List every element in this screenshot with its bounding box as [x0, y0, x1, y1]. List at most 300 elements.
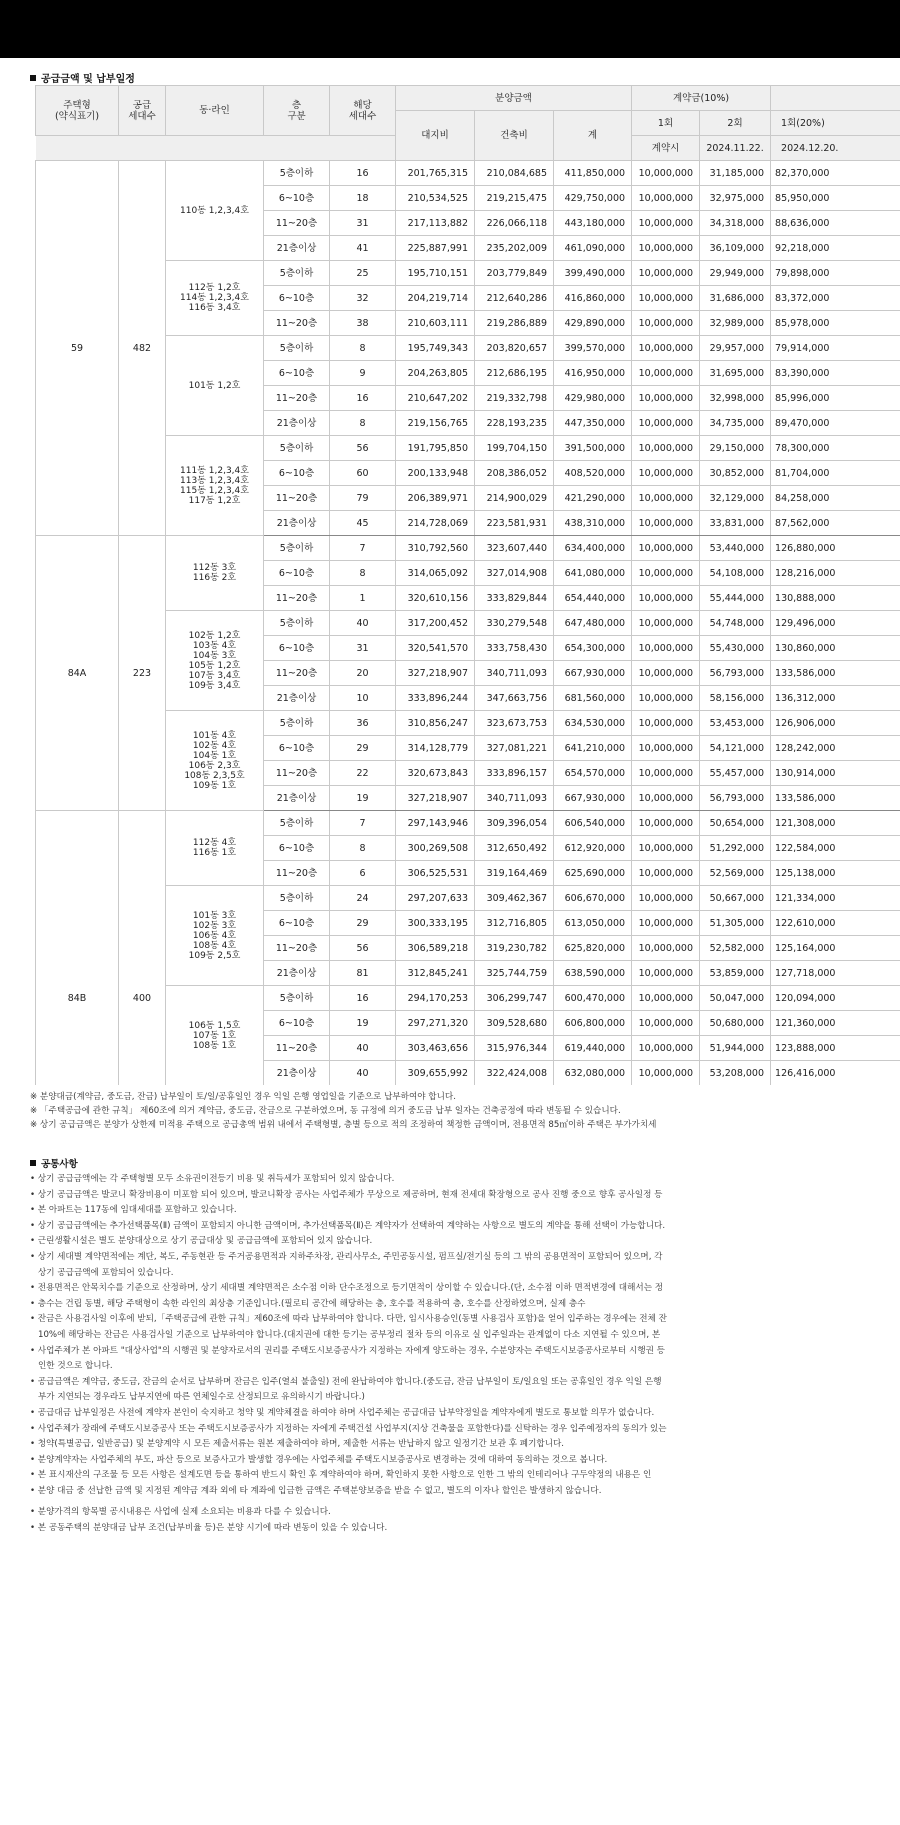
bullet-item: • 공급대금 납부일정은 사전에 계약자 본인이 숙지하고 청약 및 계약체결을 하여야 하며 사업주체는 공급대금 납부약정일을 계약자에게 별도로 통보할 의무가 없습니다. — [30, 1407, 655, 1418]
total-cell: 447,350,000 — [554, 411, 632, 436]
land-cell: 327,218,907 — [396, 786, 475, 811]
dong-line-cell: 101동 4호 102동 4호 104동 1호 106동 2,3호 108동 2,3,5호 109동 1호 — [166, 711, 264, 811]
deposit2-cell: 53,453,000 — [700, 711, 771, 736]
units-cell: 16 — [330, 386, 396, 411]
deposit2-cell: 53,859,000 — [700, 961, 771, 986]
deposit2-cell: 56,793,000 — [700, 786, 771, 811]
bullet-item: • 층수는 건립 동별, 해당 주택형이 속한 라인의 최상층 기준입니다.(필로티 공간에 해당하는 층, 호수를 적용하여 층, 호수를 산정하였으며, 실제 층수 — [30, 1298, 586, 1309]
deposit1-cell: 10,000,000 — [632, 361, 700, 386]
building-cell: 219,215,475 — [475, 186, 554, 211]
building-cell: 333,829,844 — [475, 586, 554, 611]
building-cell: 203,779,849 — [475, 261, 554, 286]
floor-cell: 5층이하 — [264, 711, 330, 736]
bullet-item: • 전용면적은 안목치수를 기준으로 산정하며, 상기 세대별 계약면적은 소수점 이하 단수조정으로 등기면적이 상이할 수 있습니다.(단, 소수점 이하 면적변경에 대해서는 정 — [30, 1283, 664, 1294]
deposit1-cell: 10,000,000 — [632, 836, 700, 861]
building-cell: 315,976,344 — [475, 1036, 554, 1061]
floor-cell: 6~10층 — [264, 636, 330, 661]
deposit2-cell: 50,654,000 — [700, 811, 771, 836]
building-cell: 323,673,753 — [475, 711, 554, 736]
bullet-item: • 상기 공급금액에는 추가선택품목(Ⅱ) 금액이 포함되지 아니한 금액이며, 추가선택품목(Ⅱ)은 계약자가 선택하여 계약하는 사항으로 별도의 계약을 통해 선택이 가능합니다. — [30, 1220, 666, 1231]
building-cell: 212,640,286 — [475, 286, 554, 311]
total-cell: 647,480,000 — [554, 611, 632, 636]
deposit1-cell: 10,000,000 — [632, 561, 700, 586]
building-cell: 340,711,093 — [475, 661, 554, 686]
deposit2-cell: 54,748,000 — [700, 611, 771, 636]
deposit2-cell: 33,831,000 — [700, 511, 771, 536]
table-row — [36, 611, 900, 636]
header-dep1: 1회 — [632, 111, 700, 136]
deposit2-cell: 29,949,000 — [700, 261, 771, 286]
floor-cell: 11~20층 — [264, 861, 330, 886]
land-cell: 333,896,244 — [396, 686, 475, 711]
deposit1-cell: 10,000,000 — [632, 211, 700, 236]
deposit2-cell: 32,129,000 — [700, 486, 771, 511]
units-cell: 29 — [330, 911, 396, 936]
total-cell: 399,570,000 — [554, 336, 632, 361]
floor-cell: 5층이하 — [264, 436, 330, 461]
middle1-cell: 79,914,000 — [771, 336, 900, 361]
table-row — [36, 886, 900, 911]
land-cell: 320,541,570 — [396, 636, 475, 661]
middle1-cell: 88,636,000 — [771, 211, 900, 236]
land-cell: 210,534,525 — [396, 186, 475, 211]
total-cell: 438,310,000 — [554, 511, 632, 536]
middle1-cell: 125,164,000 — [771, 936, 900, 961]
land-cell: 297,143,946 — [396, 811, 475, 836]
middle1-cell: 127,718,000 — [771, 961, 900, 986]
deposit2-cell: 52,569,000 — [700, 861, 771, 886]
land-cell: 300,269,508 — [396, 836, 475, 861]
bullet-item: • 청약(특별공급, 일반공급) 및 분양계약 시 모든 제출서류는 원본 제출하여야 하며, 제출한 서류는 반납하지 않고 일정기간 보관 후 폐기합니다. — [30, 1439, 565, 1450]
land-cell: 306,525,531 — [396, 861, 475, 886]
dong-line-cell: 106동 1,5호 107동 1호 108동 1호 — [166, 986, 264, 1086]
floor-cell: 21층이상 — [264, 411, 330, 436]
land-cell: 303,463,656 — [396, 1036, 475, 1061]
floor-cell: 5층이하 — [264, 811, 330, 836]
dong-line-cell: 110동 1,2,3,4호 — [166, 161, 264, 261]
units-cell: 16 — [330, 161, 396, 186]
total-cell: 681,560,000 — [554, 686, 632, 711]
deposit1-cell: 10,000,000 — [632, 261, 700, 286]
middle1-cell: 126,880,000 — [771, 536, 900, 561]
units-cell: 40 — [330, 1061, 396, 1086]
floor-cell: 5층이하 — [264, 336, 330, 361]
middle1-cell: 121,308,000 — [771, 811, 900, 836]
floor-cell: 5층이하 — [264, 986, 330, 1011]
floor-cell: 5층이하 — [264, 536, 330, 561]
middle1-cell: 125,138,000 — [771, 861, 900, 886]
land-cell: 300,333,195 — [396, 911, 475, 936]
households-cell: 400 — [119, 811, 166, 1086]
deposit2-cell: 36,109,000 — [700, 236, 771, 261]
households-cell: 482 — [119, 161, 166, 536]
deposit1-cell: 10,000,000 — [632, 511, 700, 536]
building-cell: 319,230,782 — [475, 936, 554, 961]
deposit1-cell: 10,000,000 — [632, 1036, 700, 1061]
bullet-item: • 근린생활시설은 별도 분양대상으로 상기 공급대상 및 공급금액에 포함되어 있지 않습니다. — [30, 1236, 373, 1247]
land-cell: 294,170,253 — [396, 986, 475, 1011]
deposit1-cell: 10,000,000 — [632, 186, 700, 211]
total-cell: 641,080,000 — [554, 561, 632, 586]
middle1-cell: 87,562,000 — [771, 511, 900, 536]
total-cell: 613,050,000 — [554, 911, 632, 936]
floor-cell: 6~10층 — [264, 286, 330, 311]
units-cell: 56 — [330, 936, 396, 961]
total-cell: 638,590,000 — [554, 961, 632, 986]
units-cell: 20 — [330, 661, 396, 686]
units-cell: 79 — [330, 486, 396, 511]
bullet-item: 상기 공급금액에 포함되어 있습니다. — [38, 1267, 174, 1278]
total-cell: 399,490,000 — [554, 261, 632, 286]
deposit1-cell: 10,000,000 — [632, 1011, 700, 1036]
deposit1-cell: 10,000,000 — [632, 811, 700, 836]
building-cell: 219,286,889 — [475, 311, 554, 336]
total-cell: 600,470,000 — [554, 986, 632, 1011]
floor-cell: 11~20층 — [264, 661, 330, 686]
building-cell: 325,744,759 — [475, 961, 554, 986]
land-cell: 317,200,452 — [396, 611, 475, 636]
bullet-item: • 본 표시재산의 구조물 등 모든 사항은 설계도면 등을 통하여 반드시 확인 후 계약하여야 하며, 확인하지 못한 사항으로 인한 그 밖의 인테리어나 구두약정의 내용은 인 — [30, 1470, 652, 1481]
building-cell: 212,686,195 — [475, 361, 554, 386]
units-cell: 16 — [330, 986, 396, 1011]
floor-cell: 11~20층 — [264, 936, 330, 961]
land-cell: 214,728,069 — [396, 511, 475, 536]
total-cell: 667,930,000 — [554, 661, 632, 686]
bullet-item: • 잔금은 사용검사일 이후에 받되,「주택공급에 관한 규칙」제60조에 따라 납부하여야 합니다. 다만, 임시사용승인(동별 사용검사 포함)을 얻어 입주하는 경우에는 전체 잔 — [30, 1314, 667, 1325]
dong-line-cell: 102동 1,2호 103동 4호 104동 3호 105동 1,2호 107동 3,4호 109동 3,4호 — [166, 611, 264, 711]
units-cell: 31 — [330, 636, 396, 661]
header-deposit: 계약금(10%) — [632, 86, 771, 111]
total-cell: 625,820,000 — [554, 936, 632, 961]
deposit1-cell: 10,000,000 — [632, 961, 700, 986]
middle1-cell: 89,470,000 — [771, 411, 900, 436]
deposit1-cell: 10,000,000 — [632, 486, 700, 511]
building-cell: 330,279,548 — [475, 611, 554, 636]
deposit2-cell: 34,318,000 — [700, 211, 771, 236]
deposit2-cell: 53,208,000 — [700, 1061, 771, 1086]
deposit2-cell: 31,686,000 — [700, 286, 771, 311]
floor-cell: 5층이하 — [264, 886, 330, 911]
building-cell: 214,900,029 — [475, 486, 554, 511]
header-dep2-sub: 2024.11.22. — [700, 136, 771, 161]
deposit1-cell: 10,000,000 — [632, 786, 700, 811]
building-cell: 219,332,798 — [475, 386, 554, 411]
deposit2-cell: 29,957,000 — [700, 336, 771, 361]
land-cell: 314,128,779 — [396, 736, 475, 761]
header-floor: 층 구분 — [264, 86, 330, 136]
price-table-container — [35, 85, 900, 1085]
header-middle — [771, 86, 900, 111]
deposit1-cell: 10,000,000 — [632, 436, 700, 461]
note-line: ※ 분양대금(계약금, 중도금, 잔금) 납부일이 토/일/공휴일인 경우 익일 은행 영업일을 기준으로 납부하여야 합니다. — [30, 1092, 456, 1102]
deposit1-cell: 10,000,000 — [632, 586, 700, 611]
deposit1-cell: 10,000,000 — [632, 711, 700, 736]
total-cell: 667,930,000 — [554, 786, 632, 811]
units-cell: 9 — [330, 361, 396, 386]
units-cell: 22 — [330, 761, 396, 786]
floor-cell: 6~10층 — [264, 911, 330, 936]
deposit2-cell: 53,440,000 — [700, 536, 771, 561]
units-cell: 40 — [330, 1036, 396, 1061]
deposit2-cell: 52,582,000 — [700, 936, 771, 961]
bullet-item: • 분양 대금 중 선납한 금액 및 지정된 계약금 계좌 외에 타 계좌에 입금한 금액은 주택분양보증을 받을 수 없고, 별도의 이자나 할인은 발생하지 않습니다. — [30, 1485, 602, 1496]
table-row — [36, 261, 900, 286]
floor-cell: 6~10층 — [264, 1011, 330, 1036]
header-mid1: 1회(20%) — [771, 111, 900, 136]
bullet-item: • 분양계약자는 사업주체의 부도, 파산 등으로 보증사고가 발생할 경우에는 사업주체를 주택도시보증공사로 변경하는 것에 대하여 동의하는 것으로 봅니다. — [30, 1454, 608, 1465]
total-cell: 625,690,000 — [554, 861, 632, 886]
total-cell: 429,980,000 — [554, 386, 632, 411]
bullet-item: • 본 아파트는 117동에 임대세대를 포함하고 있습니다. — [30, 1205, 237, 1216]
land-cell: 195,710,151 — [396, 261, 475, 286]
units-cell: 56 — [330, 436, 396, 461]
bullet-item: • 사업주체가 본 아파트 "대상사업"의 시행권 및 분양자로서의 권리를 주택도시보증공사가 지정하는 자에게 양도하는 경우, 수분양자는 주택도시보증공사로부터 시행권 등 — [30, 1345, 665, 1356]
total-cell: 391,500,000 — [554, 436, 632, 461]
middle1-cell: 81,704,000 — [771, 461, 900, 486]
deposit1-cell: 10,000,000 — [632, 311, 700, 336]
units-cell: 81 — [330, 961, 396, 986]
bullet-item: 인한 것으로 합니다. — [38, 1361, 113, 1372]
header-type: 주택형 (약식표기) — [36, 86, 119, 136]
floor-cell: 6~10층 — [264, 361, 330, 386]
floor-cell: 6~10층 — [264, 561, 330, 586]
price-table-body — [36, 161, 900, 1086]
deposit1-cell: 10,000,000 — [632, 861, 700, 886]
total-cell: 606,800,000 — [554, 1011, 632, 1036]
units-cell: 31 — [330, 211, 396, 236]
total-cell: 654,440,000 — [554, 586, 632, 611]
middle1-cell: 85,978,000 — [771, 311, 900, 336]
building-cell: 235,202,009 — [475, 236, 554, 261]
middle1-cell: 79,898,000 — [771, 261, 900, 286]
middle1-cell: 82,370,000 — [771, 161, 900, 186]
deposit1-cell: 10,000,000 — [632, 236, 700, 261]
units-cell: 40 — [330, 611, 396, 636]
total-cell: 619,440,000 — [554, 1036, 632, 1061]
deposit1-cell: 10,000,000 — [632, 286, 700, 311]
floor-cell: 6~10층 — [264, 461, 330, 486]
middle1-cell: 121,360,000 — [771, 1011, 900, 1036]
land-cell: 314,065,092 — [396, 561, 475, 586]
dong-line-cell: 112동 1,2호 114동 1,2,3,4호 116동 3,4호 — [166, 261, 264, 336]
middle1-cell: 128,242,000 — [771, 736, 900, 761]
middle1-cell: 83,390,000 — [771, 361, 900, 386]
total-cell: 421,290,000 — [554, 486, 632, 511]
land-cell: 195,749,343 — [396, 336, 475, 361]
building-cell: 226,066,118 — [475, 211, 554, 236]
units-cell: 8 — [330, 336, 396, 361]
building-cell: 319,164,469 — [475, 861, 554, 886]
middle1-cell: 126,906,000 — [771, 711, 900, 736]
type-cell: 84A — [36, 536, 119, 811]
table-row — [36, 161, 900, 186]
middle1-cell: 120,094,000 — [771, 986, 900, 1011]
table-row — [36, 436, 900, 461]
total-cell: 429,890,000 — [554, 311, 632, 336]
households-cell: 223 — [119, 536, 166, 811]
land-cell: 310,792,560 — [396, 536, 475, 561]
land-cell: 191,795,850 — [396, 436, 475, 461]
floor-cell: 11~20층 — [264, 1036, 330, 1061]
building-cell: 223,581,931 — [475, 511, 554, 536]
floor-cell: 11~20층 — [264, 586, 330, 611]
total-cell: 634,400,000 — [554, 536, 632, 561]
units-cell: 38 — [330, 311, 396, 336]
floor-cell: 11~20층 — [264, 386, 330, 411]
header-land: 대지비 — [396, 111, 475, 161]
floor-cell: 11~20층 — [264, 486, 330, 511]
building-cell: 309,528,680 — [475, 1011, 554, 1036]
header-units: 해당 세대수 — [330, 86, 396, 136]
deposit2-cell: 31,695,000 — [700, 361, 771, 386]
deposit1-cell: 10,000,000 — [632, 936, 700, 961]
deposit2-cell: 32,998,000 — [700, 386, 771, 411]
deposit2-cell: 51,944,000 — [700, 1036, 771, 1061]
middle1-cell: 128,216,000 — [771, 561, 900, 586]
total-cell: 654,570,000 — [554, 761, 632, 786]
deposit2-cell: 54,108,000 — [700, 561, 771, 586]
land-cell: 204,263,805 — [396, 361, 475, 386]
deposit2-cell: 58,156,000 — [700, 686, 771, 711]
units-cell: 10 — [330, 686, 396, 711]
land-cell: 217,113,882 — [396, 211, 475, 236]
total-cell: 443,180,000 — [554, 211, 632, 236]
price-table — [35, 85, 900, 1085]
land-cell: 201,765,315 — [396, 161, 475, 186]
units-cell: 25 — [330, 261, 396, 286]
building-cell: 208,386,052 — [475, 461, 554, 486]
total-cell: 606,540,000 — [554, 811, 632, 836]
table-row — [36, 336, 900, 361]
middle1-cell: 121,334,000 — [771, 886, 900, 911]
common-bullets — [30, 1172, 900, 1537]
land-cell: 306,589,218 — [396, 936, 475, 961]
total-cell: 416,950,000 — [554, 361, 632, 386]
floor-cell: 5층이하 — [264, 161, 330, 186]
dong-line-cell: 101동 1,2호 — [166, 336, 264, 436]
floor-cell: 21층이상 — [264, 786, 330, 811]
header-dep1-sub: 계약시 — [632, 136, 700, 161]
middle1-cell: 133,586,000 — [771, 661, 900, 686]
middle1-cell: 122,584,000 — [771, 836, 900, 861]
land-cell: 320,673,843 — [396, 761, 475, 786]
deposit1-cell: 10,000,000 — [632, 461, 700, 486]
building-cell: 228,193,235 — [475, 411, 554, 436]
dong-line-cell: 111동 1,2,3,4호 113동 1,2,3,4호 115동 1,2,3,4호 117동 1,2호 — [166, 436, 264, 536]
square-bullet-icon — [30, 75, 36, 81]
deposit1-cell: 10,000,000 — [632, 386, 700, 411]
land-cell: 327,218,907 — [396, 661, 475, 686]
deposit2-cell: 31,185,000 — [700, 161, 771, 186]
total-cell: 641,210,000 — [554, 736, 632, 761]
building-cell: 347,663,756 — [475, 686, 554, 711]
units-cell: 7 — [330, 536, 396, 561]
units-cell: 1 — [330, 586, 396, 611]
total-cell: 634,530,000 — [554, 711, 632, 736]
land-cell: 210,647,202 — [396, 386, 475, 411]
land-cell: 225,887,991 — [396, 236, 475, 261]
middle1-cell: 130,914,000 — [771, 761, 900, 786]
header-building: 건축비 — [475, 111, 554, 161]
deposit1-cell: 10,000,000 — [632, 911, 700, 936]
deposit1-cell: 10,000,000 — [632, 161, 700, 186]
common-title: 공통사항 — [30, 1156, 78, 1170]
units-cell: 8 — [330, 561, 396, 586]
building-cell: 309,396,054 — [475, 811, 554, 836]
deposit2-cell: 30,852,000 — [700, 461, 771, 486]
building-cell: 312,716,805 — [475, 911, 554, 936]
units-cell: 60 — [330, 461, 396, 486]
building-cell: 309,462,367 — [475, 886, 554, 911]
floor-cell: 21층이상 — [264, 1061, 330, 1086]
deposit2-cell: 55,430,000 — [700, 636, 771, 661]
units-cell: 19 — [330, 1011, 396, 1036]
land-cell: 310,856,247 — [396, 711, 475, 736]
units-cell: 36 — [330, 711, 396, 736]
deposit2-cell: 55,457,000 — [700, 761, 771, 786]
building-cell: 203,820,657 — [475, 336, 554, 361]
building-cell: 323,607,440 — [475, 536, 554, 561]
floor-cell: 6~10층 — [264, 736, 330, 761]
total-cell: 612,920,000 — [554, 836, 632, 861]
type-cell: 59 — [36, 161, 119, 536]
land-cell: 204,219,714 — [396, 286, 475, 311]
land-cell: 297,271,320 — [396, 1011, 475, 1036]
units-cell: 41 — [330, 236, 396, 261]
land-cell: 312,845,241 — [396, 961, 475, 986]
deposit2-cell: 55,444,000 — [700, 586, 771, 611]
header-dong-line: 동·라인 — [166, 86, 264, 136]
middle1-cell: 84,258,000 — [771, 486, 900, 511]
deposit2-cell: 56,793,000 — [700, 661, 771, 686]
total-cell: 606,670,000 — [554, 886, 632, 911]
bullet-item: 부가 지연되는 경우라도 납부지연에 따른 연체일수로 산정되므로 유의하시기 바랍니다.) — [38, 1392, 365, 1403]
total-cell: 461,090,000 — [554, 236, 632, 261]
building-cell: 327,081,221 — [475, 736, 554, 761]
building-cell: 327,014,908 — [475, 561, 554, 586]
building-cell: 210,084,685 — [475, 161, 554, 186]
land-cell: 297,207,633 — [396, 886, 475, 911]
building-cell: 199,704,150 — [475, 436, 554, 461]
units-cell: 7 — [330, 811, 396, 836]
deposit1-cell: 10,000,000 — [632, 636, 700, 661]
header-mid1-sub: 2024.12.20. — [771, 136, 900, 161]
bullet-item: • 본 공동주택의 분양대금 납부 조건(납부비율 등)은 분양 시기에 따라 변동이 있을 수 있습니다. — [30, 1523, 388, 1534]
middle1-cell: 130,888,000 — [771, 586, 900, 611]
deposit2-cell: 50,047,000 — [700, 986, 771, 1011]
deposit2-cell: 34,735,000 — [700, 411, 771, 436]
middle1-cell: 130,860,000 — [771, 636, 900, 661]
dong-line-cell: 101동 3호 102동 3호 106동 4호 108동 4호 109동 2,5호 — [166, 886, 264, 986]
land-cell: 219,156,765 — [396, 411, 475, 436]
deposit1-cell: 10,000,000 — [632, 736, 700, 761]
units-cell: 18 — [330, 186, 396, 211]
deposit2-cell: 32,989,000 — [700, 311, 771, 336]
middle1-cell: 85,950,000 — [771, 186, 900, 211]
header-sale-price: 분양금액 — [396, 86, 632, 111]
land-cell: 320,610,156 — [396, 586, 475, 611]
land-cell: 200,133,948 — [396, 461, 475, 486]
deposit2-cell: 54,121,000 — [700, 736, 771, 761]
units-cell: 8 — [330, 411, 396, 436]
middle1-cell: 123,888,000 — [771, 1036, 900, 1061]
total-cell: 416,860,000 — [554, 286, 632, 311]
deposit2-cell: 50,680,000 — [700, 1011, 771, 1036]
land-cell: 206,389,971 — [396, 486, 475, 511]
middle1-cell: 122,610,000 — [771, 911, 900, 936]
deposit1-cell: 10,000,000 — [632, 411, 700, 436]
dong-line-cell: 112동 3호 116동 2호 — [166, 536, 264, 611]
